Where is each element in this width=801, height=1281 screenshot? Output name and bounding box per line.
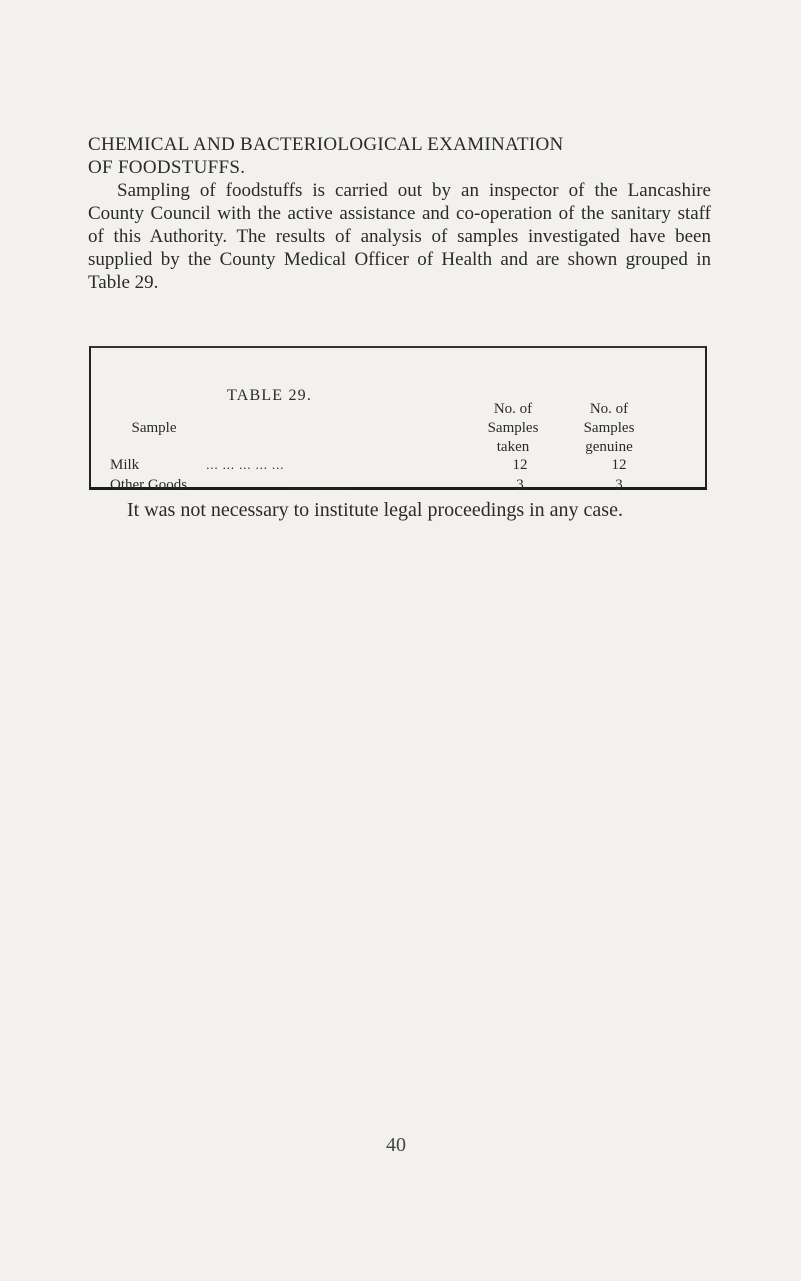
column-header-sample: Sample [131, 420, 177, 436]
row-samples-genuine: 3 [615, 477, 623, 493]
table-row [110, 457, 670, 477]
header-line: Samples [487, 420, 539, 436]
column-header-samples-taken [465, 400, 561, 457]
row-sample-name: Milk [110, 457, 140, 473]
header-line: No. of [493, 401, 533, 417]
row-samples-genuine: 12 [611, 457, 627, 473]
intro-paragraph: Sampling of foodstuffs is carried out by an inspector of the Lancashire County Council with the active assistance and co-operation of the sanitary staff of this Authority. The results of analysis of samples investigated have been supplied by the County Medical Officer of Health and are shown grouped in Table 29. [88, 180, 711, 293]
section-heading [88, 133, 728, 179]
header-line: No. of [589, 401, 629, 417]
header-line: genuine [585, 439, 633, 455]
dot-leader: ... ... ... ... ... [206, 457, 285, 472]
row-samples-taken: 3 [516, 477, 524, 493]
conclusion-text: It was not necessary to institute legal proceedings in any case. [127, 499, 623, 521]
table-title: TABLE 29. [227, 387, 313, 404]
column-header-samples-genuine [561, 400, 657, 457]
row-sample-name: Other Goods [110, 477, 188, 493]
dot-leader: ... ... ... ... [288, 477, 350, 492]
row-samples-taken: 12 [512, 457, 528, 473]
section-heading-line-1: CHEMICAL AND BACTERIOLOGICAL EXAMINATION [88, 134, 564, 155]
header-line: Samples [583, 420, 635, 436]
header-line: taken [496, 439, 530, 455]
section-heading-line-2: OF FOODSTUFFS. [88, 157, 246, 178]
table-row [110, 477, 670, 497]
page-number: 40 [386, 1134, 406, 1156]
